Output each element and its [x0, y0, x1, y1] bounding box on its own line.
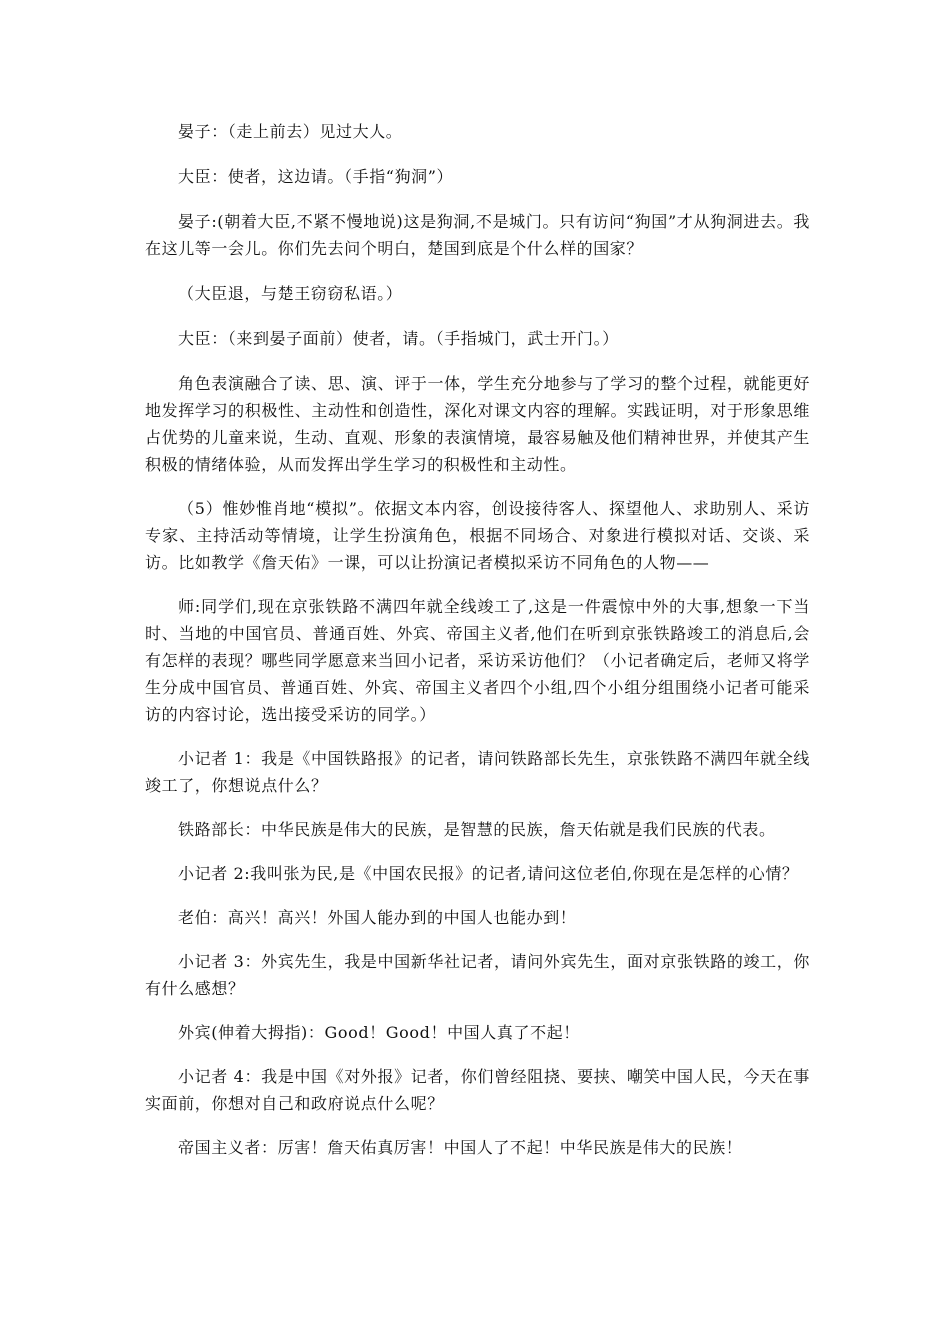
document-body	[145, 118, 810, 1161]
dialogue-imperialist: 帝国主义者：厉害！詹天佑真厉害！中国人了不起！中华民族是伟大的民族！	[178, 1138, 743, 1157]
paragraph-role-play-summary: 角色表演融合了读、思、演、评于一体，学生充分地参与了学习的整个过程，就能更好地发挥学习的积极性、主动性和创造性，深化对课文内容的理解。实践证明，对于形象思维占优势的儿童来说，生动、直观、形象的表演情境，最容易触及他们精神世界，并使其产生积极的情绪体验，从而发挥出学生学习的积极性和主动性。	[145, 374, 810, 474]
dialogue-yanzi-greeting: 晏子：（走上前去）见过大人。	[178, 122, 403, 141]
dialogue-reporter-3: 小记者 3：外宾先生，我是中国新华社记者，请问外宾先生，面对京张铁路的竣工，你有什么感想？	[145, 952, 810, 998]
dialogue-foreign-guest: 外宾(伸着大拇指)：Good！Good！中国人真了不起！	[178, 1023, 580, 1042]
stage-direction-minister-retreat: （大臣退，与楚王窃窃私语。）	[178, 284, 403, 303]
dialogue-minister-invite: 大臣：使者，这边请。（手指“狗洞”）	[178, 167, 454, 186]
dialogue-minister-city-gate: 大臣：（来到晏子面前）使者，请。（手指城门，武士开门。）	[178, 329, 619, 348]
dialogue-reporter-4: 小记者 4：我是中国《对外报》记者，你们曾经阻挠、要挟、嘲笑中国人民，今天在事实面前，你想对自己和政府说点什么呢？	[145, 1067, 810, 1113]
dialogue-reporter-1: 小记者 1：我是《中国铁路报》的记者，请问铁路部长先生，京张铁路不满四年就全线竣工了，你想说点什么？	[145, 749, 810, 795]
dialogue-railway-minister: 铁路部长：中华民族是伟大的民族，是智慧的民族，詹天佑就是我们民族的代表。	[178, 820, 776, 839]
dialogue-old-man: 老伯：高兴！高兴！外国人能办到的中国人也能办到！	[178, 908, 577, 927]
dialogue-reporter-2: 小记者 2:我叫张为民,是《中国农民报》的记者,请问这位老伯,你现在是怎样的心情？	[178, 864, 799, 883]
dialogue-yanzi-dog-hole: 晏子:(朝着大臣,不紧不慢地说)这是狗洞,不是城门。只有访问“狗国”才从狗洞进去。我在这儿等一会儿。你们先去问个明白，楚国到底是个什么样的国家？	[145, 212, 810, 258]
dialogue-teacher-intro: 师:同学们,现在京张铁路不满四年就全线竣工了,这是一件震惊中外的大事,想象一下当时、当地的中国官员、普通百姓、外宾、帝国主义者,他们在听到京张铁路竣工的消息后,会有怎样的表现？哪些同学愿意来当回小记者，采访采访他们？（小记者确定后，老师又将学生分成中国官员、普通百姓、外宾、帝国主义者四个小组,四个小组分组围绕小记者可能采访的内容讨论，选出接受采访的同学。）	[145, 597, 810, 724]
paragraph-simulation-method: （5）惟妙惟肖地“模拟”。依据文本内容，创设接待客人、探望他人、求助别人、采访专家、主持活动等情境，让学生扮演角色，根据不同场合、对象进行模拟对话、交谈、采访。比如教学《詹天佑》一课，可以让扮演记者模拟采访不同角色的人物——	[145, 499, 810, 572]
